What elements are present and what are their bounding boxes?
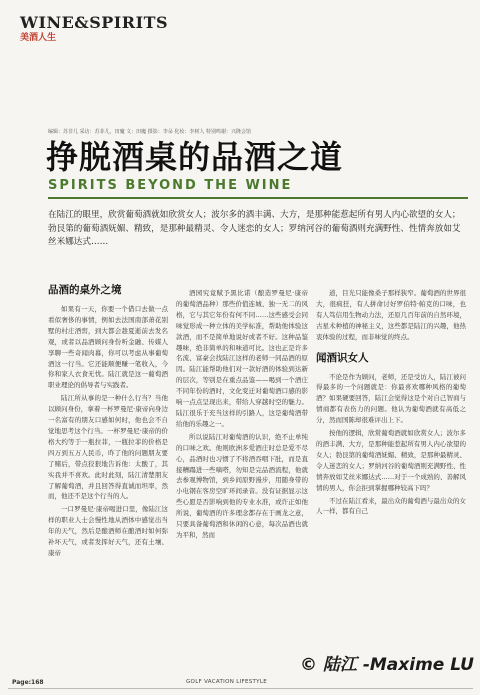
footer-divider — [8, 688, 473, 689]
body-paragraph: 陆江所从事的是一种什么行当？当他以顾问身份，拿着一杯罗曼尼·康帝向身边一名富有的朋友口感如何时，他也会不自觉地思考这个行当。一杯罗曼尼·康帝的价格大约等于一瓶拉菲，一瓶拉菲的价格是四万到五万人民币，昨了他的问题朋友要了赌后，带点狡狠地告诉他：太酸了，其实我并不喜欢。此时此刻，陆江清楚朋友了解葡萄酒，并且回答得直诚而坦率，然而，他还不是这个行当的人。 — [48, 394, 168, 501]
body-paragraph: 按他的逻辑，欣赏葡萄酒就如欣赏女人；波尔多的酒丰满、大方，是那种能惹起所有男人内心欲望的女人；勃艮第的葡萄酒妩媚、精致，是那种最精灵、令人迷恋的女人；罗纳河谷的葡萄酒则充满野性、性情奔放如艾丝米娜达式……对于一个成熟的、善解风情的男人，你会拒到掌握哪种较高下吗？ — [316, 429, 466, 492]
section-heading-table: 品酒的桌外之境 — [48, 284, 122, 296]
article-subhead: SPIRITS BEYOND THE WINE — [48, 178, 293, 193]
page-number: Page:168 — [12, 679, 44, 686]
article-intro: 在陆江的眼里，欣赏葡萄酒就如欣赏女人；波尔多的酒丰满、大方，是那种能惹起所有男人内心欲望的女人；勃艮第的葡萄酒妩媚、精致，是那种最精灵、令人迷恋的女人；罗纳河谷的葡萄酒则充满野性、性情奔放如艾丝米娜达式…… — [48, 210, 461, 247]
body-paragraph: 不论是作为顾问，老师，还是受访人，陆江被问得最多的一个问题就是：你最喜欢哪种风格的葡萄酒？如果硬要回答，陆江会觉得这是个对自己智商与情商都有表伤力的问题。他认为葡萄酒就有高低之分，然而国陈却很难评出上下。 — [316, 372, 466, 425]
article-column-2 — [176, 288, 308, 543]
brand-subtitle: 美酒人生 — [20, 33, 57, 43]
article-column-3 — [316, 288, 466, 519]
article-headline: 挣脱酒桌的品酒之道 — [46, 138, 344, 176]
magazine-name: GOLF VACATION LIFESTYLE — [186, 679, 267, 685]
body-paragraph: 道，目光只能像桑子那样狭窄。葡萄酒的世界很大，很疯狂，有人拼命讨好罗伯特·帕克的口味，也有人笃信用生物动力法，还原几百年前的自然环境，古星术种植的神秘主义，这些都是陆江的兴趣，他热衷体验的过程，而非味觉的终点。 — [316, 289, 466, 341]
section-brand — [20, 14, 168, 44]
brand-title: WINE&SPIRITS — [20, 13, 169, 32]
body-paragraph: 一口罗曼尼·康帝喝进口里，像陆江这样的职业人士会慢性地从酒体中感觉出当年的天气，然后是酿酒师在酿酒时如何弥补坏天气，或者发挥好天气，还有土壤、康帝 — [48, 505, 168, 557]
credits-line: 编辑：苏非儿 采访：苏菲儿，田魔 文：田魔 摄影：李朵 化妆：李树人 特别鸣谢：兴隆会馆 — [48, 129, 251, 135]
green-divider — [48, 197, 468, 199]
copyright-watermark: © 陆江 -Maxime LU — [300, 655, 474, 675]
body-paragraph: 酒园究竟赋予黑比诺（酿造罗曼尼·康帝的葡萄酒品种）那些价值连城、独一无二的风格，它与其它年份有何不同……这些感受会同味觉形成一种立体的美学标准，帮助他体验这款酒，而不是简单地说好或者不好。这种品鉴趣味，绝非简单的和味道可比。这也正是许多名流、富豪会找陆江这样的老师一同品酒的原因。陆江能帮助他们对一款好酒的体验到达新的层次，等别是在重点品鉴——喝到一个酒庄不同年份的酒时，文化变迁对葡萄酒口感的影响一点点呈现出来，带给人穿越时空的魅力。陆江很乐于充当这样的引路人，这是葡萄酒带给他的乐趣之一。 — [176, 289, 308, 428]
article-column-1 — [48, 283, 168, 561]
section-heading-women: 闻酒识女人 — [316, 351, 369, 364]
body-paragraph: 所以说陆江对葡萄酒的认识，绝不止单纯的口味之欢。他则欧洲多爱酒庄时总是爱不尽心，品酒时也习惯了不将酒吞咽下肚，而是直接糟蹋进一些嘀嗒，勿知是完品酒流程，他就去参观博物馆，到乡间原野漫步，用随身带的小电钢在客房空旷环间录音。没有证据显示这些心愿是否影响到他的专业水准，或许正如他所说，葡萄酒的许多理念都存在于画龙之意，只要具备葡萄酒和休闲的心意，每次品酒也就为平和，然而 — [176, 432, 308, 539]
body-paragraph: 不过在陆江看来，最出众的葡萄酒与最出众的女人一样，都有自己 — [316, 496, 466, 516]
body-paragraph: 如果有一天，你要一个借口去做一点看似奢侈的事情，例如去法国南部萧花别墅的村庄酒窖，到大都会趁夏逝前去发名观，或者以品酒顾问身份听金融、传媒人享聊一些奇闻肉幕，你可以考虑从事葡萄酒这一行当。它还能顺便赚一笔收入，今你和家人衣食无忧。陆江就是这一葡萄酒职业理论的倡导者与实践者。 — [48, 305, 168, 390]
